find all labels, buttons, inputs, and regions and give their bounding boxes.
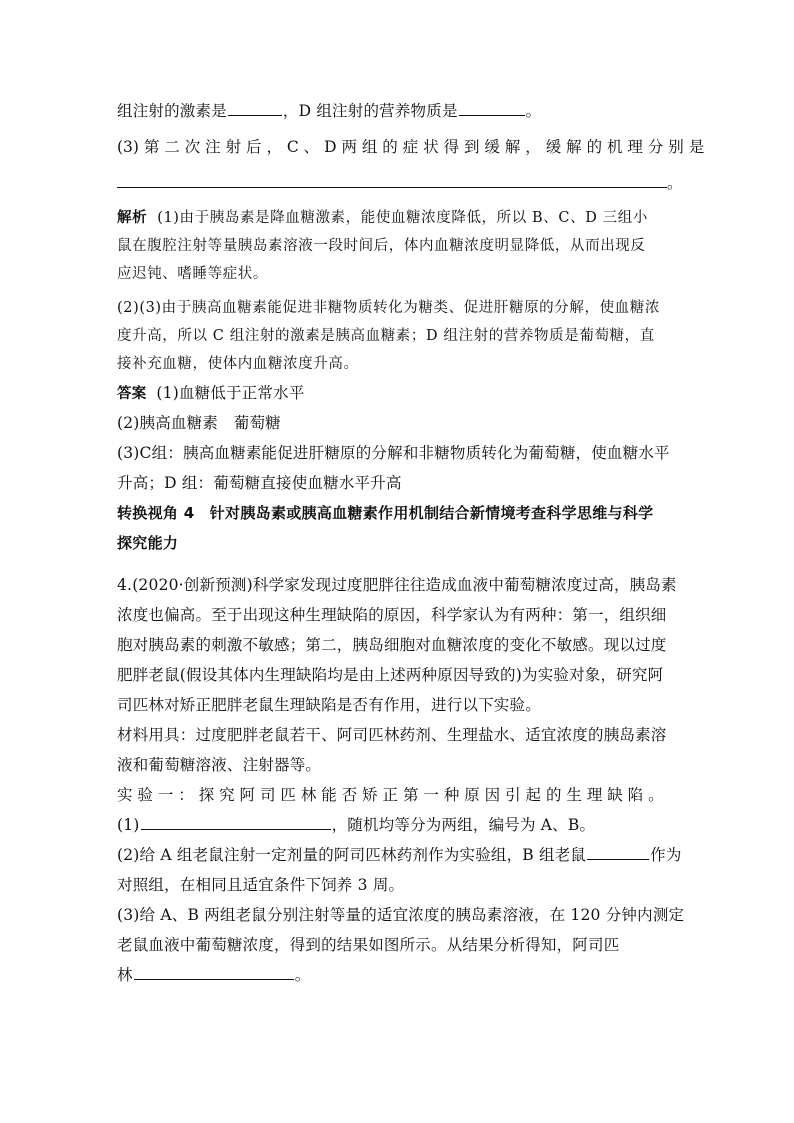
blank-step-1 [141,812,331,830]
q4-line-2: 浓度也偏高。至于出现这种生理缺陷的原因，科学家认为有两种：第一，组织细 [117,606,667,624]
q3-line3-end: 。 [667,174,683,192]
q4-line-3: 胞对胰岛素的刺激不敏感；第二，胰岛细胞对血糖浓度的变化不敏感。现以过度 [117,636,667,654]
q3-text-b: ，D 组注射的营养物质是 [282,102,458,120]
q4-line-4: 肥胖老鼠(假设其体内生理缺陷均是由上述两种原因导致的)为实验对象，研究阿 [117,666,664,684]
analysis-line-2: 鼠在腹腔注射等量胰岛素溶液一段时间后，体内血糖浓度明显降低，从而出现反 [117,238,646,254]
analysis-line-6: 接补充血糖，使体内血糖浓度升高。 [117,356,359,372]
q3-text-a: 组注射的激素是 [117,102,227,120]
step-3-line-2: 老鼠血液中葡萄糖浓度，得到的结果如图所示。从结果分析得知，阿司匹 [117,936,620,954]
q4-line-1: 4.(2020·创新预测)科学家发现过度肥胖往往造成血液中葡萄糖浓度过高，胰岛素 [117,576,677,594]
q3-line-3 [117,168,683,198]
answer-line-2: (2)胰高血糖素 葡萄糖 [117,414,281,432]
q3-line-2: (3) 第 二 次 注 射 后 ， C 、 D 两 组 的 症 状 得 到 缓 解 ， 缓 解 的 机 理 分 别 是 [117,138,705,156]
answer-line-3: (3)C组：胰高血糖素能促进肝糖原的分解和非糖物质转化为葡萄糖，使血糖水平 [117,444,670,462]
section-heading-line-1: 转换视角 4 针对胰岛素或胰高血糖素作用机制结合新情境考查科学思维与科学 [117,504,654,522]
step-2-line-2: 对照组，在相同且适宜条件下饲养 3 周。 [117,876,405,894]
q3-line-1 [117,96,679,126]
step-1-prefix: (1) [117,816,140,834]
q3-text-c: 。 [525,102,542,120]
materials-line-1: 材料用具：过度肥胖老鼠若干、阿司匹林药剂、生理盐水、适宜浓度的胰岛素溶 [117,726,667,744]
analysis-line-1 [117,204,679,232]
materials-line-2: 液和葡萄糖溶液、注射器等。 [117,756,322,774]
step-2-text-b: 作为 [650,846,682,864]
blank-hormone [228,98,282,116]
answer-l1: (1)血糖低于正常水平 [156,384,305,402]
blank-step-3 [134,962,294,980]
step-2-line-1 [117,840,682,870]
step-1-line [117,810,679,840]
section-heading-line-2: 探究能力 [117,534,179,552]
analysis-label: 解析 [117,210,148,226]
blank-step-2 [587,842,649,860]
analysis-line-4: (2)(3)由于胰高血糖素能促进非糖物质转化为糖类、促进肝糖原的分解，使血糖浓 [117,300,660,316]
analysis-p1-l1: (1)由于胰岛素是降血糖激素，能使血糖浓度降低，所以 B、C、D 三组小 [157,210,648,226]
step-3-line-1: (3)给 A、B 两组老鼠分别注射等量的适宜浓度的胰岛素溶液，在 120 分钟内测定 [117,906,685,924]
answer-label: 答案 [117,386,147,402]
document-page [117,96,705,990]
answer-line-4: 升高；D 组：葡萄糖直接使血糖水平升高 [117,474,402,492]
experiment-one-title: 实 验 一 ： 探 究 阿 司 匹 林 能 否 矫 正 第 一 种 原 因 引 起 的 生 理 缺 陷 。 [117,786,664,804]
blank-mechanism [117,169,667,188]
step-3-line-3 [117,960,679,990]
analysis-line-3: 应迟钝、嗜睡等症状。 [117,266,268,282]
step-2-text-a: (2)给 A 组老鼠注射一定剂量的阿司匹林药剂作为实验组，B 组老鼠 [117,846,587,864]
step-3-text-b: 。 [294,966,311,984]
step-1-text: ，随机均等分为两组，编号为 A、B。 [331,816,596,834]
analysis-line-5: 度升高，所以 C 组注射的激素是胰高血糖素；D 组注射的营养物质是葡萄糖，直 [117,328,655,344]
blank-nutrient [459,98,525,116]
answer-line-1 [117,378,679,408]
step-3-text-a: 林 [117,966,133,984]
q4-line-5: 司匹林对矫正肥胖老鼠生理缺陷是否有作用，进行以下实验。 [117,696,541,714]
